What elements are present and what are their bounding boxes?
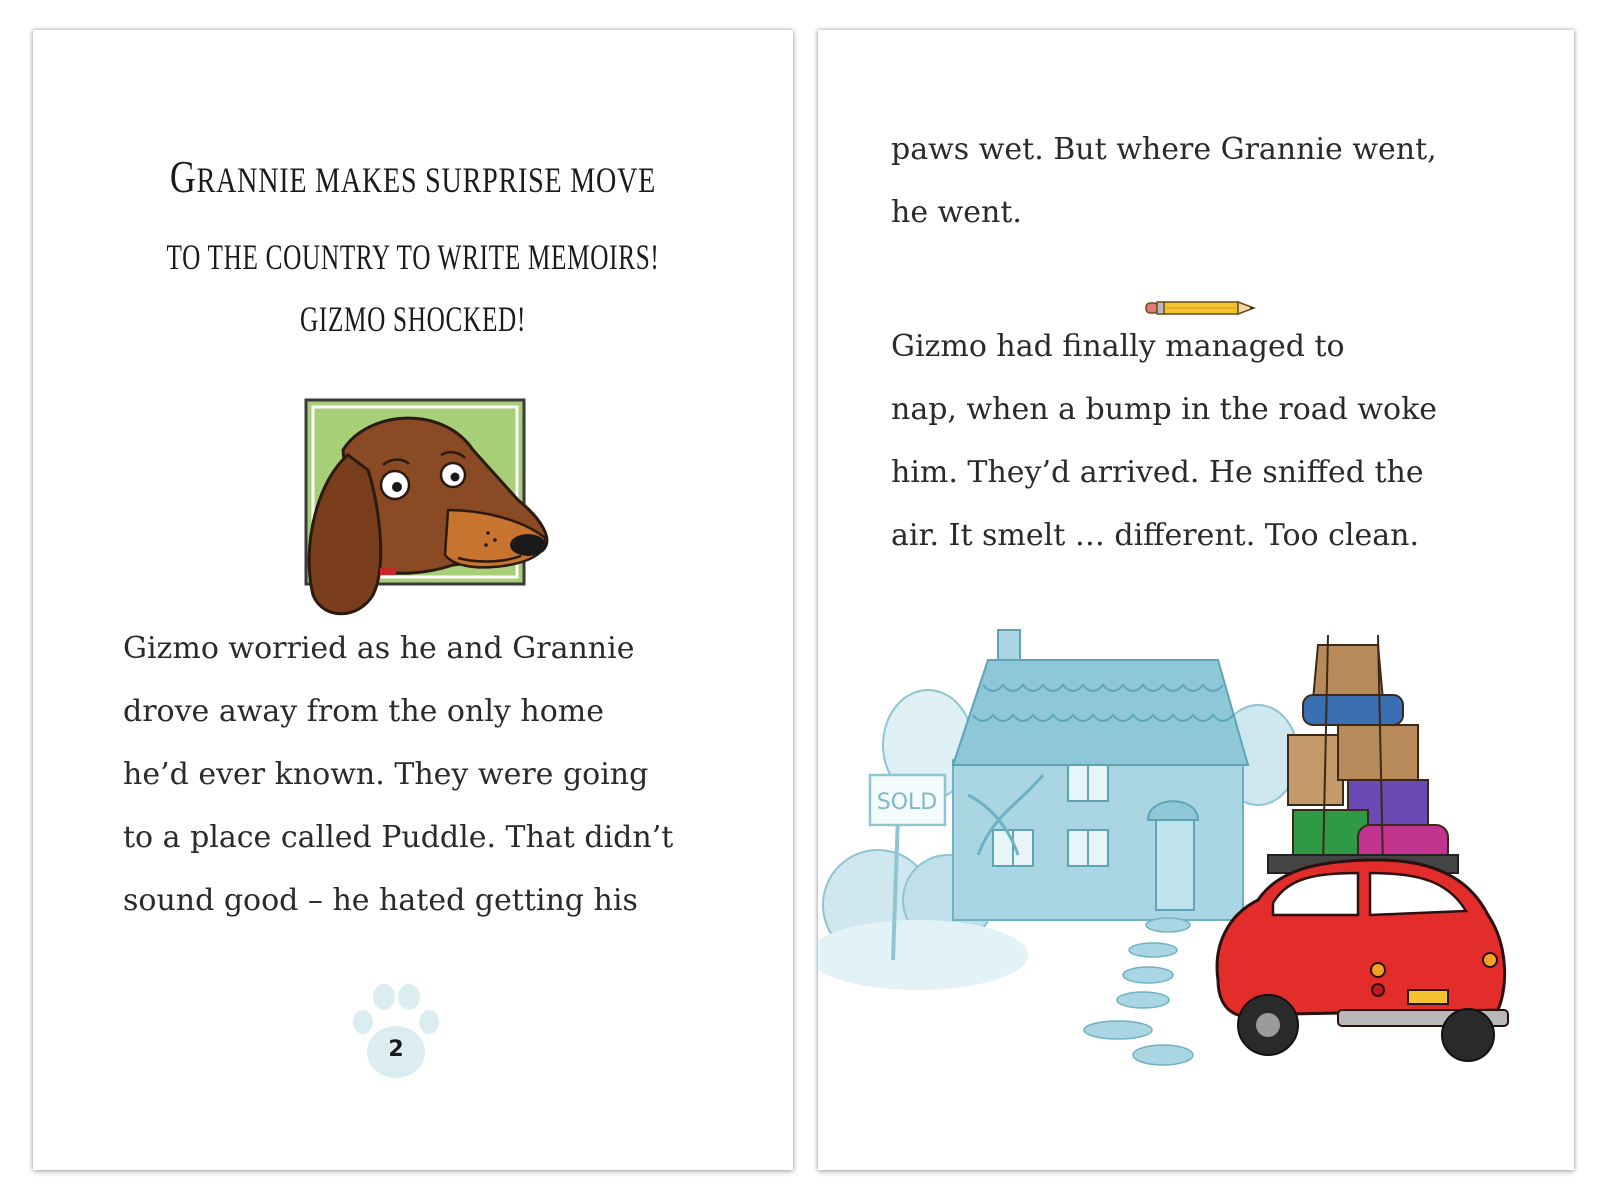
right-page — [818, 30, 1574, 1170]
body-line: to a place called Puddle. That didn’t — [123, 820, 674, 855]
body-line: Gizmo worried as he and Grannie — [123, 631, 635, 666]
headline-line-2: TO THE COUNTRY TO WRITE MEMOIRS! — [166, 237, 660, 277]
stepping-stones — [1084, 918, 1193, 1065]
headline-line-1-rest: RANNIE MAKES SURPRISE MOVE — [196, 160, 657, 200]
body-line: he’d ever known. They were going — [123, 757, 649, 792]
body-line: he went. — [891, 195, 1022, 230]
body-line: paws wet. But where Grannie went, — [891, 132, 1437, 167]
dog-portrait-illustration — [273, 370, 563, 630]
headline-initial: G — [169, 151, 197, 202]
body-line: air. It smelt … different. Too clean. — [891, 518, 1420, 553]
body-line: drove away from the only home — [123, 694, 604, 729]
page-number-mark — [351, 980, 441, 1090]
headline-line-1 — [117, 150, 710, 203]
luggage-stack — [1288, 635, 1448, 865]
body-line: sound good – he hated getting his — [123, 883, 638, 918]
right-body-text-top — [891, 118, 1437, 244]
red-car — [1217, 855, 1508, 1061]
cottage — [953, 630, 1248, 920]
left-page — [33, 30, 793, 1170]
body-line: nap, when a bump in the road woke — [891, 392, 1438, 427]
body-line: him. They’d arrived. He sniffed the — [891, 455, 1424, 490]
body-line: Gizmo had finally managed to — [891, 329, 1345, 364]
page-number: 2 — [388, 1037, 404, 1062]
headline-line-3: GIZMO SHOCKED! — [299, 299, 527, 339]
sold-sign-text: SOLD — [876, 790, 938, 815]
cottage-car-illustration — [818, 615, 1574, 1095]
right-body-text-bottom — [891, 315, 1437, 567]
paw-print-icon — [351, 980, 441, 1090]
left-body-text — [123, 617, 673, 932]
